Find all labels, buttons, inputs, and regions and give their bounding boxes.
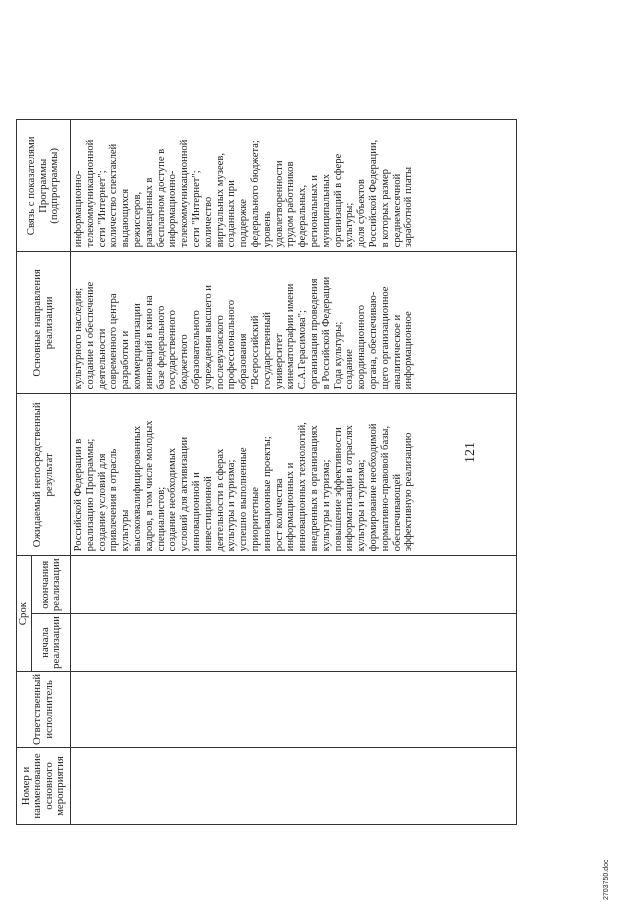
table-row xyxy=(71,120,517,825)
document-code: 2703750.doc xyxy=(603,859,610,900)
cell-indicators xyxy=(71,120,517,252)
page-number: 121 xyxy=(463,442,478,463)
header-number-name: Номер и наименование основного мероприятия xyxy=(17,748,71,825)
header-executor: Ответственный исполнитель xyxy=(17,671,71,747)
header-row-1 xyxy=(17,120,32,825)
indicators-text: информационно- телекоммуникационной сети "Интернет"; количество спектаклей выдающихся режиссеров, размещенных в бесплатном доступе в информационно- телекоммуникационной сети "Интернет"; количество виртуальных музеев, созданных при поддержке федерального бюджета; уровень удовлетворенности трудом работников федеральных, региональных и муниципальных организаций в сфере культуры; доля субъектов Российской Федерации, в которых размер среднемесячной заработной платы xyxy=(73,139,415,248)
header-indicators: Связь с показателями Программы (подпрограммы) xyxy=(17,120,71,252)
cell-number-name xyxy=(71,748,517,825)
header-directions: Основные направления реализации xyxy=(17,252,71,394)
header-term-start: начала реализации xyxy=(32,614,71,672)
header-term-end: окончания реализации xyxy=(32,556,71,614)
cell-directions xyxy=(71,252,517,394)
cell-executor xyxy=(71,671,517,747)
expected-result-text: Российской Федерации в реализацию Программы; создание условий для привлечения в отрасль культуры высококвалифицированных кадров, в том числе молодых специалистов; создание необходимых условий для активизации инновационной и инвестиционной деятельности в сферах культуры и туризма; успешно выполненные приоритетные инновационные проекты; рост количества информационных и инновационных технологий, внедренных в организациях культуры и туризма; повышение эффективности информатизации в отраслях культуры и туризма; формирование необходимой нормативно-правовой базы, обеспечивающей эффективную реализацию xyxy=(73,420,415,552)
cell-expected-result xyxy=(71,394,517,556)
header-expected-result: Ожидаемый непосредственный результат xyxy=(17,394,71,556)
program-table xyxy=(16,119,517,825)
directions-text: культурного наследия; создание и обеспечение деятельности современного центра разработки и коммерциализации инноваций в кино на базе федерального государственного бюджетного образовательного учреждения высшего и послевузовского профессионального образования "Всероссийский государственный университет кинематографии имени С.А.Герасимова"; организация проведения в Российской Федерации Года культуры; создание координационного органа, обеспечиваю- щего организационное аналитическое и информационное xyxy=(73,276,415,390)
cell-term-start xyxy=(71,614,517,672)
header-term: Срок xyxy=(17,556,32,672)
cell-term-end xyxy=(71,556,517,614)
